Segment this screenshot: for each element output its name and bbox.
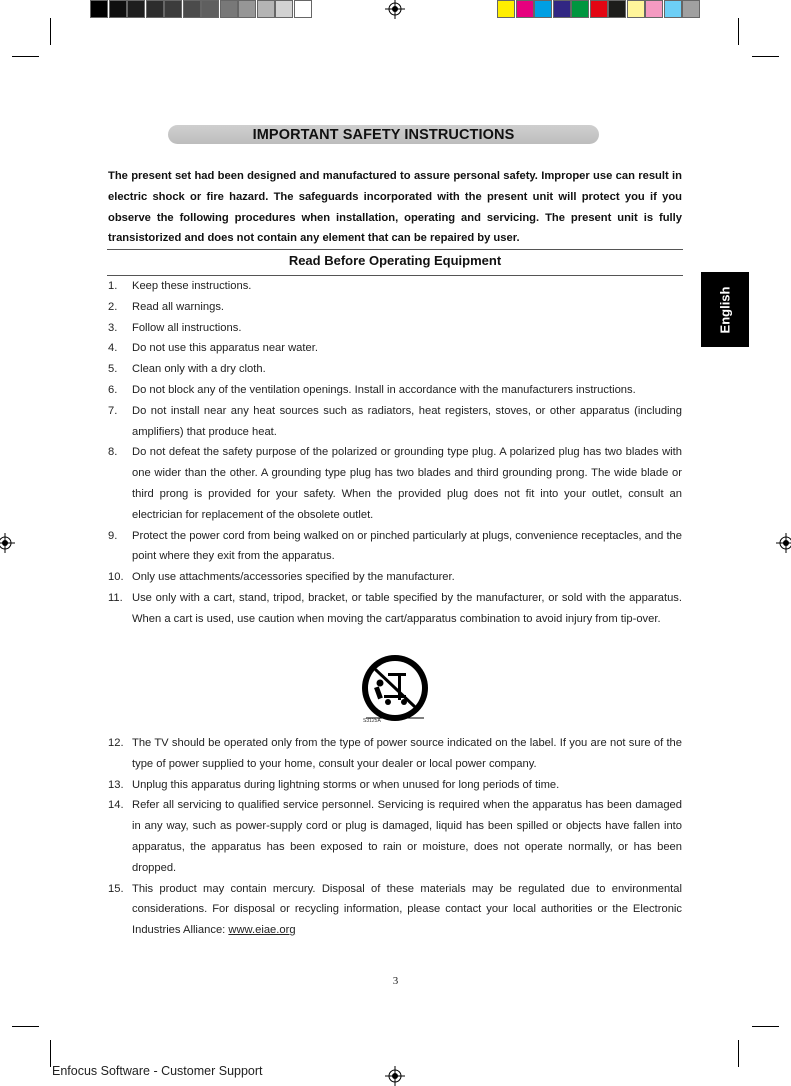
list-item-text [132, 442, 682, 525]
list-item [108, 567, 682, 588]
color-swatch [516, 0, 534, 18]
color-swatch [608, 0, 626, 18]
list-item-body: Only use attachments/accessories specified by the manufacturer. [132, 571, 455, 584]
list-item-number: 15. [108, 882, 124, 895]
list-item-number: 4. [108, 342, 118, 355]
gray-swatch [183, 0, 201, 18]
page-title: IMPORTANT SAFETY INSTRUCTIONS [168, 125, 599, 144]
color-swatch [497, 0, 515, 18]
list-item-text [132, 297, 682, 318]
list-item [108, 795, 682, 878]
list-item-text [132, 276, 682, 297]
list-item-body: Do not use this apparatus near water. [132, 342, 318, 355]
intro-paragraph: The present set had been designed and manufactured to assure personal safety. Improper use can result in electric shock or fire hazard. The safeguards incorporated with the present unit will protect you if you observe the following procedures when installation, operating and servicing. The present unit is fully transistorized and does not contain any element that can be repaired by user. [108, 170, 682, 245]
list-item-number: 14. [108, 799, 124, 812]
list-item-body: Unplug this apparatus during lightning storms or when unused for long periods of time. [132, 778, 560, 791]
list-item-body: Do not block any of the ventilation openings. Install in accordance with the manufacturers instructions. [132, 383, 636, 396]
color-swatch [553, 0, 571, 18]
list-item-number: 2. [108, 300, 118, 313]
list-item-body: Read all warnings. [132, 300, 225, 313]
crop-mark [752, 56, 779, 57]
crop-mark [50, 18, 51, 45]
list-item [108, 276, 682, 297]
list-item-number: 12. [108, 737, 124, 749]
gray-swatch [127, 0, 145, 18]
list-item-text [132, 401, 682, 443]
language-tab-label: English [717, 286, 733, 333]
color-swatch [664, 0, 682, 18]
list-item [108, 338, 682, 359]
footer-text: Enfocus Software - Customer Support [52, 1064, 263, 1078]
crop-mark [50, 1040, 51, 1067]
gray-swatch [164, 0, 182, 18]
instruction-list [108, 276, 682, 630]
gray-swatch [275, 0, 293, 18]
registration-mark-icon [0, 533, 15, 553]
grayscale-swatch-bar [90, 0, 312, 19]
cart-tip-over-warning-icon [358, 655, 432, 723]
crop-mark [12, 56, 39, 57]
color-swatch [571, 0, 589, 18]
cart-icon-caption: S3125A [363, 718, 381, 724]
page-number: 3 [392, 975, 399, 987]
list-item [108, 318, 682, 339]
list-item-text [132, 567, 682, 588]
list-item-text [132, 588, 682, 630]
list-item-body: Do not install near any heat sources such as radiators, heat registers, stoves, or other apparatus (including amplifiers) that produce heat. [132, 404, 682, 438]
list-item-text [132, 338, 682, 359]
gray-swatch [220, 0, 238, 18]
registration-mark-icon [776, 533, 791, 553]
list-item-number: 9. [108, 529, 118, 542]
list-item [108, 775, 682, 796]
list-item-text [132, 795, 682, 878]
list-item-body: This product may contain mercury. Disposal of these materials may be regulated due to environmental considerations. For disposal or recycling information, please contact your local authorities or the Electronic Industries Alliance: [132, 882, 682, 937]
color-swatch [627, 0, 645, 18]
list-item-number: 13. [108, 778, 124, 791]
list-item-number: 11. [108, 591, 123, 604]
gray-swatch [294, 0, 312, 18]
list-item-body: Use only with a cart, stand, tripod, bracket, or table specified by the manufacturer, or sold with the apparatus. When a cart is used, use caution when moving the cart/apparatus combination to avoid injury from tip-over. [132, 591, 682, 625]
color-swatch [645, 0, 663, 18]
list-item [108, 401, 682, 443]
list-item [108, 380, 682, 401]
list-item-body: The TV should be operated only from the type of power source indicated on the label. If you are not sure of the type of power supplied to your home, consult your dealer or local power company. [132, 737, 682, 770]
gray-swatch [109, 0, 127, 18]
list-item [108, 588, 682, 630]
list-item [108, 879, 682, 941]
gray-swatch [90, 0, 108, 18]
list-item-number: 8. [108, 446, 118, 459]
list-item-number: 7. [108, 404, 118, 417]
list-item-number: 3. [108, 321, 118, 334]
gray-swatch [238, 0, 256, 18]
list-item-text [132, 879, 682, 941]
registration-mark-icon [385, 0, 405, 19]
gray-swatch [257, 0, 275, 18]
list-item-body: Do not defeat the safety purpose of the polarized or grounding type plug. A polarized plug has two blades with one wider than the other. A grounding type plug has two blades and third grounding prong. The wide blade or third prong is provided for your safety. When the provided plug does not fit into your outlet, consult an electrician for replacement of the obsolete outlet. [132, 446, 682, 521]
list-item [108, 733, 682, 775]
list-item-text [132, 318, 682, 339]
list-item-number: 6. [108, 383, 118, 396]
crop-mark [12, 1026, 39, 1027]
color-swatch-bar [497, 0, 701, 19]
color-swatch [534, 0, 552, 18]
gray-swatch [201, 0, 219, 18]
list-item-body: Refer all servicing to qualified service personnel. Servicing is required when the apparatus has been damaged in any way, such as power-supply cord or plug is damaged, liquid has been spilled or objects have fallen into apparatus, the apparatus has been exposed to rain or moisture, does not operate normally, or has been dropped. [132, 799, 682, 874]
list-item-text [132, 733, 682, 775]
list-item-body: Protect the power cord from being walked on or pinched particularly at plugs, convenience receptacles, and the point where they exit from the apparatus. [132, 529, 682, 563]
crop-mark [752, 1026, 779, 1027]
list-item-body: Clean only with a dry cloth. [132, 363, 266, 376]
list-item-body: Keep these instructions. [132, 280, 252, 292]
list-item [108, 526, 682, 568]
registration-mark-icon [385, 1066, 405, 1086]
color-swatch [590, 0, 608, 18]
language-tab [701, 272, 749, 347]
list-item-text [132, 380, 682, 401]
list-item [108, 442, 682, 525]
gray-swatch [146, 0, 164, 18]
list-item-number: 1. [108, 280, 118, 292]
color-swatch [682, 0, 700, 18]
list-item-text [132, 526, 682, 568]
list-item [108, 359, 682, 380]
crop-mark [738, 18, 739, 45]
divider [107, 249, 683, 250]
list-item-body: Follow all instructions. [132, 321, 242, 334]
list-item [108, 297, 682, 318]
list-item-text [132, 775, 682, 796]
list-item-number: 10. [108, 571, 124, 584]
instruction-list [108, 733, 682, 941]
crop-mark [738, 1040, 739, 1067]
list-item-number: 5. [108, 363, 118, 376]
section-heading: Read Before Operating Equipment [288, 253, 502, 268]
eiae-link[interactable]: www.eiae.org [228, 924, 296, 937]
list-item-text [132, 359, 682, 380]
